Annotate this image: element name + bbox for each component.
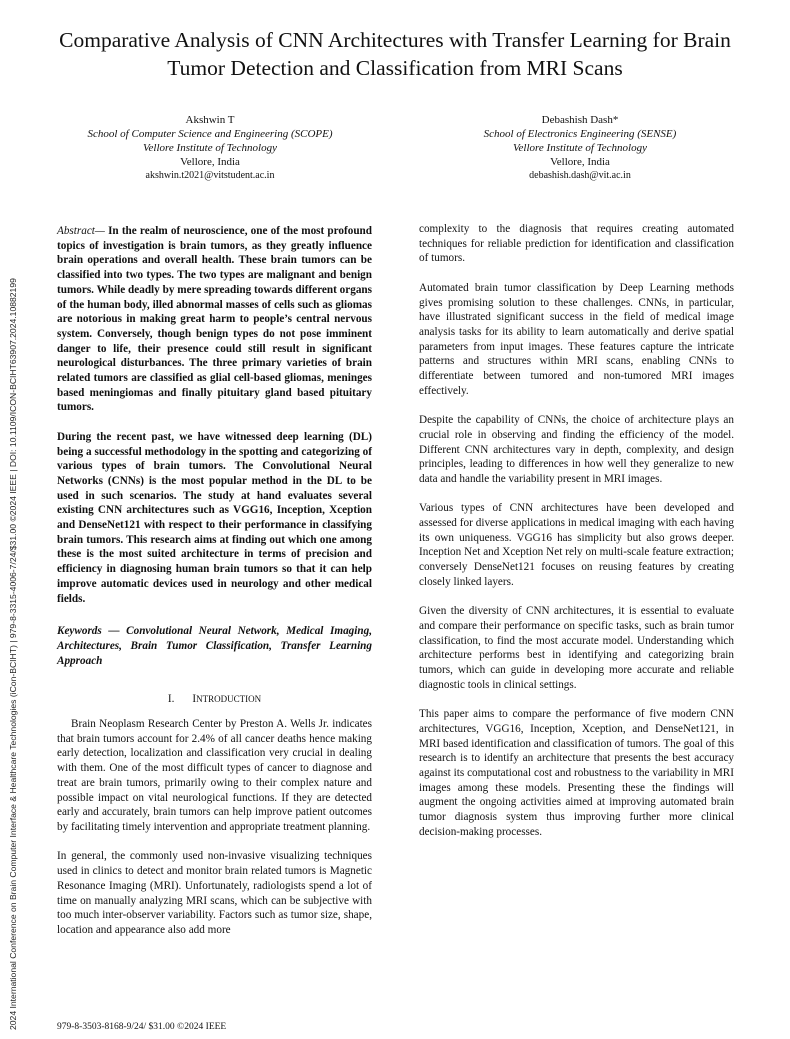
- author-location: Vellore, India: [180, 156, 240, 168]
- body-paragraph: Given the diversity of CNN architectures, it is essential to evaluate and compare their performance on specific tasks, such as brain tumor classification, to find the most accurate model. Understanding which architecture performs best in identifying and categorizing brain tumors, which can guide in developing more accurate and reliable diagnostic tools in clinical settings.: [419, 605, 734, 691]
- paper-title: Comparative Analysis of CNN Architectures with Transfer Learning for Brain Tumor Detection and Classification from MRI Scans: [59, 28, 731, 80]
- abstract-paragraph: [57, 224, 372, 415]
- author-institute: Vellore Institute of Technology: [513, 142, 647, 154]
- author-name: Akshwin T: [185, 114, 235, 126]
- abstract-text: In the realm of neuroscience, one of the most profound topics of investigation is brain tumors, as they greatly influence brain operations and overall health. These brain tumors can be classified into two types. The two types are malignant and benign tumors. While deadly by mere spreading towards different organs of the human body, illed abnormal masses of cells such as gliomas are notorious in making great harm to people’s central nervous system. Conversely, though benign types do not pose imminent danger to life, their presence could still result in significant neurological disturbances. The three primary varieties of brain related tumors are classified as glial cell-based gliomas, meninges based meningiomas and finally pituitary gland based pituitary tumors.: [57, 225, 373, 414]
- section-initial: I: [192, 693, 197, 706]
- abstract-paragraph-2: During the recent past, we have witnessed deep learning (DL) being a successful methodology in the spotting and categorizing of various types of brain tumors. The Convolutional Neural Networks (CNNs) is the most popular method in the DL to be used in such scenarios. The study at hand evaluates several existing CNN architectures such as VGG16, Inception, Xception and DenseNet121 with respect to their performance in classifying brain tumors. This research aims at finding out which one among these is the most suited architecture in terms of precision and efficiency in diagnosing human brain tumors so that it can help improve automatic devices used in neurology and other medical fields.: [57, 430, 372, 605]
- author-block-1: [45, 113, 375, 183]
- conference-sidebar: 2024 International Conference on Brain Computer Interface & Healthcare Technologies (iCon-BCIHT) | 979-8-3315-4006-7/24/$31.00 ©2024 IEEE | DOI: 10.1109/ICON-BCIHT63907.2024.10882199: [8, 278, 18, 1030]
- body-paragraph: Despite the capability of CNNs, the choice of architecture plays an crucial role in observing and finding the efficiency of the model. Different CNN architectures vary in depth, complexity, and design principles, leading to differences in how well they generalize to new data and handle the variability present in MRI images.: [419, 414, 734, 485]
- author-name: Debashish Dash*: [541, 114, 619, 126]
- author-school: School of Electronics Engineering (SENSE): [483, 128, 677, 140]
- body-paragraph: Various types of CNN architectures have been developed and assessed for diverse applications in medical imaging with each having its own uniqueness. VGG16 has simplicity but also grows deeper. Inception Net and Xception Net rely on multi-scale feature extraction; conversely DenseNet121 focuses on reusing features by creating closely linked layers.: [419, 502, 734, 588]
- author-block-2: [415, 113, 745, 183]
- keywords: Keywords — Convolutional Neural Network, Medical Imaging, Architectures, Brain Tumor Classification, Transfer Learning Approach: [57, 625, 372, 667]
- author-email: debashish.dash@vit.ac.in: [529, 170, 631, 181]
- author-school: School of Computer Science and Engineering (SCOPE): [87, 128, 333, 140]
- author-email: akshwin.t2021@vitstudent.ac.in: [145, 170, 275, 181]
- body-paragraph: Automated brain tumor classification by Deep Learning methods gives promising solution to these challenges. CNNs, in particular, have illustrated significant success in the field of medical image analysis tasks for its ability to learn automatically and derive spatial parameters from input images. These features capture the intricate patterns and structures within MRI scans, enabling CNNs to differentiate between tumored and non-tumored MRI images effectively.: [419, 281, 734, 397]
- left-column: [57, 224, 372, 952]
- section-heading: [57, 692, 372, 707]
- copyright-footer: 979-8-3503-8168-9/24/ $31.00 ©2024 IEEE: [57, 1022, 227, 1032]
- author-institute: Vellore Institute of Technology: [143, 142, 277, 154]
- body-paragraph: Brain Neoplasm Research Center by Preston A. Wells Jr. indicates that brain tumors account for 2.4% of all cancer deaths hence making early detection, localization and classification very crucial in dealing with them. One of the most difficult types of cancer to diagnose and treat are brain tumors, primarily owing to their complex nature and possible impact on vital neurological functions. If they are detected early and accurately, brain tumors can help improve patient outcomes by facilitating timely intervention and appropriate treatment planning.: [57, 718, 372, 833]
- right-column: [419, 222, 734, 854]
- abstract-label: Abstract—: [57, 225, 105, 237]
- body-paragraph: complexity to the diagnosis that requires creating automated techniques for reliable prediction for identification and classification of tumors.: [419, 223, 734, 265]
- author-location: Vellore, India: [550, 156, 610, 168]
- body-paragraph: In general, the commonly used non-invasive visualizing techniques used in clinics to detect and monitor brain related tumors is Magnetic Resonance Imaging (MRI). Unfortunately, radiologists spend a lot of time on manually analyzing MRI scans, which can be subjective with too much inter-observer variability. Factors such as tumor size, shape, location and appearance also add more: [57, 850, 372, 936]
- body-paragraph: This paper aims to compare the performance of five modern CNN architectures, VGG16, Inception, Xception, and DenseNet121, in MRI based identification and classification of tumors. The goal of this research is to identify an architecture that presents the best accuracy against its computational cost and robustness to the variability in MRI images among these models. Presenting these the findings will augment the ongoing activities aimed at improving automated brain tumor diagnosis system thus improving further more clinical decision-making processes.: [419, 708, 734, 838]
- section-rest: NTRODUCTION: [196, 694, 262, 705]
- section-number: I.: [167, 693, 175, 706]
